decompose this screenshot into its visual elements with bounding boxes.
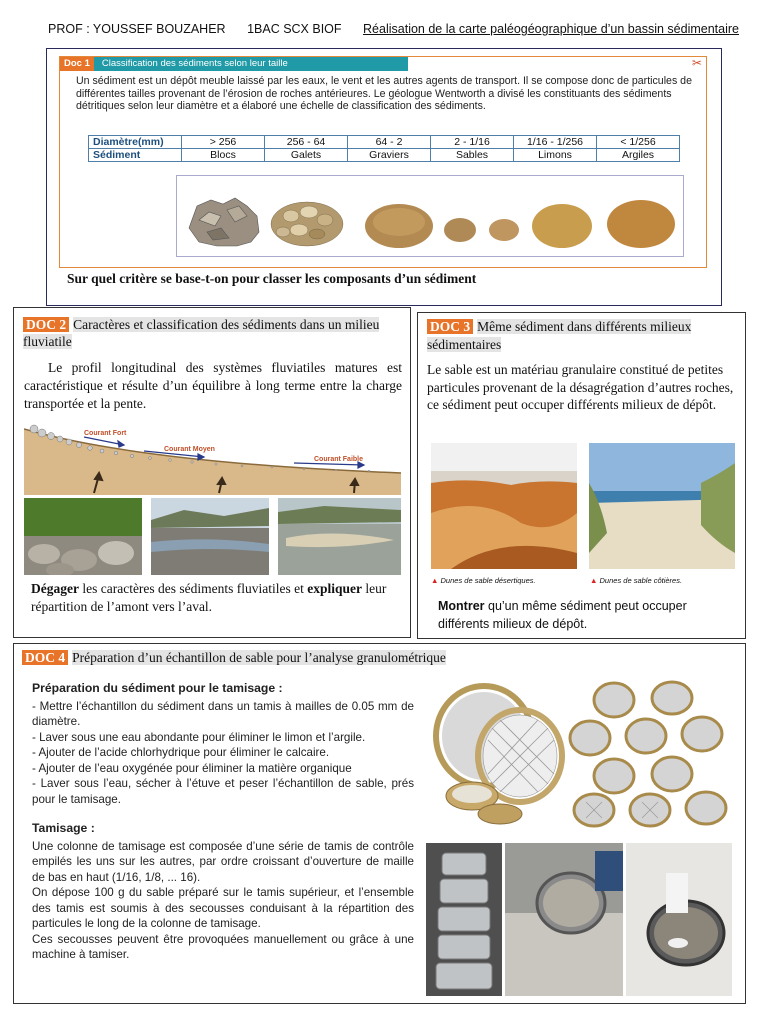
question-text: qu’un même sédiment peut occuper différents milieux de dépôt. xyxy=(438,599,687,631)
question-text: leur répartition de l’amont vers l’aval. xyxy=(31,581,387,614)
downstream-photo xyxy=(278,498,401,575)
profile-label: Courant Faible xyxy=(314,456,364,463)
desert-caption xyxy=(431,576,536,585)
sieve-grid-photo xyxy=(568,678,732,828)
prep-step: - Laver sous l’eau, sécher à l’étuve et peser l’échantillon de sable, prés pour le tamisage. xyxy=(32,777,414,806)
manual-sieving-photo xyxy=(626,843,732,996)
doc4-title: Préparation d’un échantillon de sable pour l’analyse granulométrique xyxy=(72,650,446,665)
class-name: 1BAC SCX BIOF xyxy=(247,22,342,36)
galets-sample xyxy=(271,202,343,246)
graviers-sample xyxy=(365,204,433,248)
doc3-paragraph: Le sable est un matériau granulaire constitué de petites particules provenant de la désagrégation d’autres roches, ce sédiment peut occuper différents milieux de dépôt. xyxy=(427,362,734,412)
coastal-caption xyxy=(590,576,682,585)
table-cell: 256 - 64 xyxy=(265,136,348,149)
doc3-panel xyxy=(417,312,746,639)
doc4-heading xyxy=(22,649,446,667)
question-verb: Montrer xyxy=(438,599,485,613)
prep-step: - Ajouter de l’acide chlorhydrique pour éliminer le calcaire. xyxy=(32,746,330,759)
doc2-question xyxy=(31,580,391,616)
desert-dune-photo xyxy=(431,443,577,569)
scissors-icon: ✂ xyxy=(691,56,702,70)
doc3-question xyxy=(438,597,738,633)
doc3-title: Même sédiment dans différents milieux sédimentaires xyxy=(427,319,692,352)
doc1-inner-frame xyxy=(59,56,707,268)
blocs-sample xyxy=(189,198,259,246)
doc3-heading xyxy=(427,318,727,354)
triangle-icon: ▲ xyxy=(590,576,600,585)
doc3-tag: DOC 3 xyxy=(427,319,473,334)
sieving-basin-photo xyxy=(505,843,623,996)
sediment-header: Sédiment xyxy=(89,149,182,162)
table-cell: Limons xyxy=(514,149,597,162)
sieve-paragraph: On dépose 100 g du sable préparé sur le tamis supérieur, et l’ensemble des tamis est soumis à des secousses conduisant à la répartition des particules le long de la colonne de tamisage. xyxy=(32,886,414,930)
doc4-panel xyxy=(13,643,746,1004)
coastal-dune-photo xyxy=(589,443,735,569)
sediment-samples-image xyxy=(176,175,684,257)
question-verb: Dégager xyxy=(31,581,79,596)
table-cell: > 256 xyxy=(182,136,265,149)
doc4-tag: DOC 4 xyxy=(22,650,68,665)
sieve-paragraph: Une colonne de tamisage est composée d’une série de tamis de contrôle empilés les uns sur les autres, par ordre croissant d’ouverture de maille de bas en haut (1/16, 1/8, ... 16). xyxy=(32,839,414,884)
table-cell: Galets xyxy=(265,149,348,162)
midstream-photo xyxy=(151,498,269,575)
table-cell: Sables xyxy=(431,149,514,162)
doc1-question: Sur quel critère se base-t-on pour classer les composants d’un sédiment xyxy=(67,271,477,286)
river-profile-diagram xyxy=(24,423,401,495)
table-row xyxy=(89,136,680,149)
doc1-panel xyxy=(46,48,722,306)
grain-size-table xyxy=(88,135,680,162)
doc2-heading xyxy=(23,316,401,350)
question-verb: expliquer xyxy=(307,581,363,596)
doc2-tag: DOC 2 xyxy=(23,317,69,332)
doc2-paragraph: Le profil longitudinal des systèmes fluviatiles matures est caractéristique et résulte d’un équilibre à long terme entre la charge transportée et la pente. xyxy=(24,360,402,411)
sieve-set-photo xyxy=(430,678,570,828)
triangle-icon: ▲ xyxy=(431,576,441,585)
argiles-sample xyxy=(607,200,675,248)
profile-label: Courant Moyen xyxy=(164,446,215,453)
diameter-header: Diamètre(mm) xyxy=(89,136,182,149)
table-cell: Graviers xyxy=(348,149,431,162)
prep-step: - Mettre l’échantillon du sédiment dans un tamis à mailles de 0.05 mm de diamètre. xyxy=(32,699,414,728)
page-header xyxy=(48,22,739,36)
teacher-name: PROF : YOUSSEF BOUZAHER xyxy=(48,22,226,36)
table-cell: 1/16 - 1/256 xyxy=(514,136,597,149)
doc4-text xyxy=(32,681,414,963)
doc1-tag: Doc 1 xyxy=(60,57,94,71)
page-title: Réalisation de la carte paléogéographique d’un bassin sédimentaire xyxy=(363,22,739,36)
table-cell: Blocs xyxy=(182,149,265,162)
prep-step: - Ajouter de l’eau oxygénée pour éliminer la matière organique xyxy=(32,761,352,775)
doc1-title: Classification des sédiments selon leur taille xyxy=(94,57,408,71)
doc2-title: Caractères et classification des sédiments dans un milieu fluviatile xyxy=(23,317,380,349)
caption-text: Dunes de sable côtières. xyxy=(599,576,683,585)
table-cell: Argiles xyxy=(597,149,680,162)
caption-text: Dunes de sable désertiques. xyxy=(440,576,536,585)
profile-label: Courant Fort xyxy=(84,430,127,437)
sables-sample xyxy=(444,218,519,242)
doc2-panel xyxy=(13,307,411,638)
limons-sample xyxy=(532,204,592,248)
question-text: les caractères des sédiments fluviatiles et xyxy=(78,581,308,596)
sieve-column-photo xyxy=(426,843,502,996)
table-row xyxy=(89,149,680,162)
table-cell: 2 - 1/16 xyxy=(431,136,514,149)
sieve-paragraph: Ces secousses peuvent être provoquées manuellement ou grâce à une machine à tamiser. xyxy=(32,932,414,961)
dune-photos xyxy=(431,443,735,593)
doc1-text: Un sédiment est un dépôt meuble laissé par les eaux, le vent et les autres agents de transport. Il se compose donc de particules de différentes tailles provenant de l’érosion de roches antérieures. Le géologue Wentworth a divisé les constituants des sédiments détritiques selon leur diamètre et a élaboré une échelle de classification des sédiments. xyxy=(76,75,692,112)
table-cell: < 1/256 xyxy=(597,136,680,149)
sieve-heading: Tamisage : xyxy=(32,821,95,835)
prep-step: - Laver sous une eau abondante pour éliminer le limon et l’argile. xyxy=(32,730,366,744)
prep-heading: Préparation du sédiment pour le tamisage : xyxy=(32,681,283,695)
upstream-photo xyxy=(24,498,142,575)
table-cell: 64 - 2 xyxy=(348,136,431,149)
river-photos xyxy=(24,498,401,575)
doc1-tagbar xyxy=(60,57,408,71)
